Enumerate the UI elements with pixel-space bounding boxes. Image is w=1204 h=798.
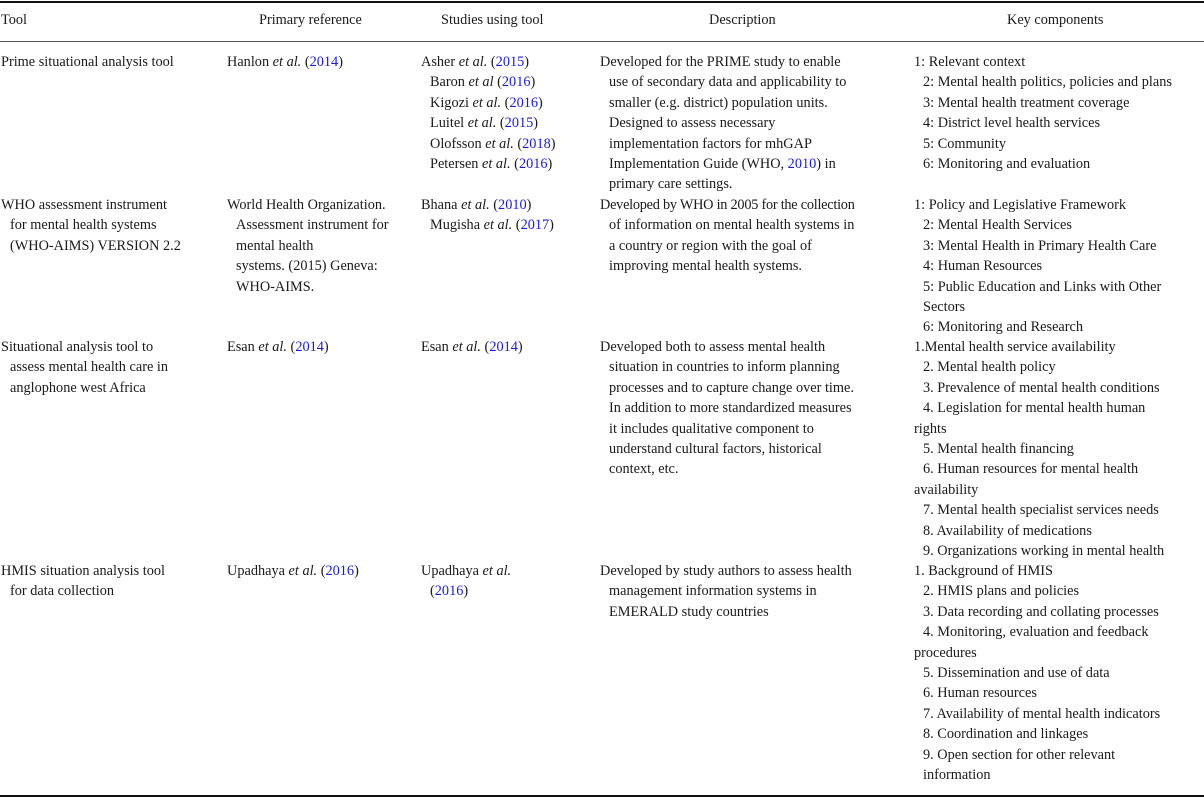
header-primary-reference: Primary reference	[259, 12, 362, 28]
citation-link[interactable]: 2015	[495, 54, 525, 70]
row1-tool: Prime situational analysis tool	[1, 54, 174, 70]
row2-primary-reference: World Health Organization. Assessment instrument for mental health systems. (2015) Geneva: WHO-AIMS.	[227, 197, 389, 295]
row4-description: Developed by study authors to assess health management information systems in EMERALD study countries	[600, 563, 852, 620]
row1-description: Developed for the PRIME study to enable use of secondary data and applicability to smaller (e.g. district) population units. Designed to assess necessary implementation factors for mhGAP Implementation Guide (WHO, 2010) in primary care settings.	[600, 54, 847, 193]
row4-studies: Upadhaya et al. (2016)	[421, 563, 512, 600]
row1-key-components: 1: Relevant context 2: Mental health politics, policies and plans 3: Mental health treatment coverage 4: District level health services 5: Community 6: Monitoring and evaluation	[914, 54, 1172, 173]
top-rule	[0, 1, 1204, 3]
citation-link[interactable]: 2014	[295, 339, 324, 355]
header-description: Description	[709, 12, 776, 28]
row3-tool: Situational analysis tool to assess mental health care in anglophone west Africa	[1, 339, 168, 396]
study-item: Olofsson et al. (2018)	[430, 135, 556, 152]
study-item: Mugisha et al. (2017)	[430, 217, 554, 234]
row3-primary-reference: Esan et al. (2014)	[227, 339, 329, 355]
header-key-components: Key components	[1007, 12, 1104, 28]
header-studies-using-tool: Studies using tool	[441, 12, 544, 28]
citation-link[interactable]: 2014	[309, 54, 339, 70]
row3-studies	[421, 337, 523, 357]
study-item: Kigozi et al. (2016)	[430, 94, 543, 111]
citation-link[interactable]: 2017	[520, 217, 550, 234]
study-item: Baron et al (2016)	[430, 74, 536, 91]
row4-tool: HMIS situation analysis tool for data collection	[1, 563, 166, 600]
study-item: Asher et al. (2015)	[421, 54, 530, 70]
study-item: Upadhaya et al.	[421, 563, 512, 579]
citation-link[interactable]: 2014	[489, 339, 518, 355]
citation-link[interactable]: 2015	[504, 115, 534, 132]
row3-key-components: 1.Mental health service availability 2. Mental health policy 3. Prevalence of mental health conditions 4. Legislation for mental health human rights 5. Mental health financing 6. Human resources for mental health availability 7. Mental health specialist services needs 8. Availability of medications 9. Organizations working in mental health	[914, 339, 1165, 560]
citation-link[interactable]: 2010	[498, 197, 527, 213]
row4-primary-reference: Upadhaya et al. (2016)	[227, 563, 359, 579]
header-rule	[0, 41, 1204, 42]
study-item: Bhana et al. (2010)	[421, 197, 532, 213]
citation-link[interactable]: 2016	[325, 563, 355, 579]
row2-studies	[421, 195, 554, 236]
citation-link[interactable]: 2016	[434, 583, 464, 600]
citation-link[interactable]: 2016	[509, 94, 539, 111]
citation-link[interactable]: 2010	[787, 156, 817, 173]
row4-key-components: 1. Background of HMIS 2. HMIS plans and policies 3. Data recording and collating processes 4. Monitoring, evaluation and feedback procedures 5. Dissemination and use of data 6. Human resources 7. Availability of mental health indicators 8. Coordination and linkages 9. Open section for other relevant information	[914, 563, 1161, 784]
row2-tool: WHO assessment instrument for mental health systems (WHO-AIMS) VERSION 2.2	[1, 197, 181, 254]
study-item: Petersen et al. (2016)	[430, 156, 553, 173]
bottom-rule	[0, 795, 1204, 797]
study-item: Luitel et al. (2015)	[430, 115, 539, 132]
citation-link[interactable]: 2018	[522, 135, 551, 152]
row1-primary-reference: Hanlon et al. (2014)	[227, 54, 343, 70]
citation-link[interactable]: 2016	[518, 156, 548, 173]
study-item: Esan et al. (2014)	[421, 339, 523, 355]
header-tool: Tool	[1, 12, 28, 28]
row3-description: Developed both to assess mental health situation in countries to inform planning processes and to capture change over time. In addition to more standardized measures it includes qualitative component to understand cultural factors, historical context, etc.	[600, 339, 854, 478]
citation-link[interactable]: 2016	[501, 74, 531, 91]
row1-studies	[421, 52, 556, 174]
row2-key-components: 1: Policy and Legislative Framework 2: Mental Health Services 3: Mental Health in Primary Health Care 4: Human Resources 5: Public Education and Links with Other Sectors 6: Monitoring and Research	[914, 197, 1162, 336]
row2-description: Developed by WHO in 2005 for the collection of information on mental health systems in a country or region with the goal of improving mental health systems.	[600, 197, 855, 275]
